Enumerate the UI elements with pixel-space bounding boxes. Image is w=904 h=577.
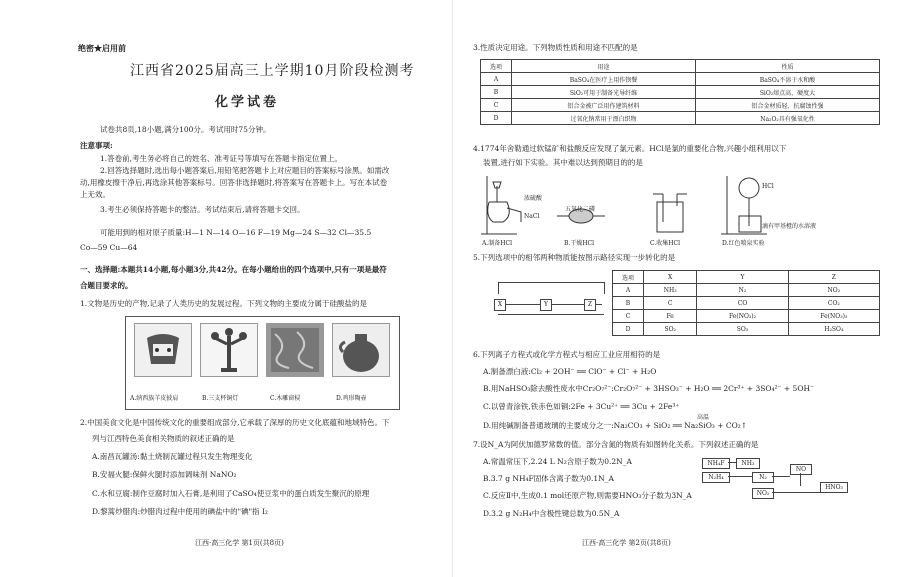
- q2-option-c: C.水和豆腐:制作豆腐时加入石膏,是利用了CaSO₄使豆浆中的蛋白质发生聚沉的原理: [92, 489, 370, 498]
- q7-node-nh3: NH₃: [736, 458, 760, 469]
- q1-option-b: B.三支杯铜灯: [202, 395, 239, 402]
- q7-option-c: C.反应Ⅱ中,生成0.1 mol还原产物,则需要HNO₃分子数为3N_A: [483, 491, 692, 500]
- page-divider: [452, 0, 453, 577]
- table-row: [481, 86, 880, 99]
- table-cell: A: [481, 73, 512, 86]
- table-row: [613, 297, 880, 310]
- q4-label-sulfuric-acid: 浓硫酸: [524, 195, 543, 202]
- exam-intro: 试卷共8页,18小题,满分100分。考试用时75分钟。: [100, 125, 271, 134]
- q3-table-header: [481, 60, 880, 73]
- table-row: [481, 99, 880, 112]
- q1-image-frame: [125, 316, 400, 410]
- table-cell: 选项: [613, 271, 644, 284]
- q5-table-header: [613, 271, 880, 284]
- atomic-masses-2: Co—59 Cu—64: [80, 243, 138, 252]
- q4-option-c: C.收集HCl: [650, 240, 681, 247]
- q4-option-b: B.干燥HCl: [564, 240, 595, 247]
- table-cell: SO₃: [697, 323, 788, 336]
- q7-node-n2h4: N₂H₄: [702, 472, 730, 483]
- q2-option-a: A.南昌瓦罐汤:黏土烧制瓦罐过程只发生物理变化: [92, 452, 253, 461]
- table-cell: D: [613, 323, 644, 336]
- q1-image-c: [266, 323, 324, 377]
- table-row: [613, 310, 880, 323]
- q3-table: [480, 59, 880, 125]
- question-4: 4.1774年舍勒通过软锰矿和盐酸反应发现了氯元素。HCl是氯的重要化合物,兴趣小组利用以下: [473, 144, 787, 153]
- table-cell: CO: [697, 297, 788, 310]
- q1-image-a: [134, 323, 192, 377]
- q7-node-nh4f: NH₄F: [702, 458, 730, 469]
- q7-node-n2: N₂: [752, 472, 774, 483]
- table-cell: BaSO₄不溶于水和酸: [696, 73, 880, 86]
- q5-path-right: [604, 282, 605, 294]
- q3-header-property: 性质: [696, 60, 880, 73]
- q5-node-y: Y: [540, 299, 552, 311]
- table-cell: CO₂: [788, 297, 879, 310]
- table-cell: Fe(NO₃)₂: [697, 310, 788, 323]
- table-cell: Z: [788, 271, 879, 284]
- table-cell: B: [613, 297, 644, 310]
- table-cell: X: [644, 271, 697, 284]
- q7-arrow: [772, 492, 820, 493]
- section-heading-2: 合题目要求的。: [80, 281, 133, 290]
- shawl-icon: [135, 324, 191, 376]
- q4-label-nacl: NaCl: [524, 213, 540, 220]
- q1-option-d: D.鸡形陶壶: [336, 395, 367, 402]
- q1-image-d: [332, 323, 390, 377]
- table-cell: B: [481, 86, 512, 99]
- q2-option-d: D.黎蒿炒腊肉:炒腊肉过程中使用的碘盐中的"碘"指 I₂: [92, 507, 268, 516]
- question-2: 2.中国美食文化是中国传统文化的重要组成部分,它承载了深厚的历史文化底蕴和地域特色。下: [80, 418, 390, 427]
- q7-node-hno3: HNO₃: [820, 482, 848, 493]
- pottery-pot-icon: [333, 324, 389, 376]
- table-cell: Fe(NO₃)₃: [788, 310, 879, 323]
- q5-table: [612, 270, 880, 336]
- notice-2-end: 上无效。: [80, 190, 110, 199]
- apparatus-d-icon: [721, 176, 767, 234]
- q3-header-option: 选项: [481, 60, 512, 73]
- table-cell: SiO₂可用于制备光导纤维: [512, 86, 696, 99]
- table-row: [481, 73, 880, 86]
- q5-node-x: X: [494, 299, 506, 311]
- q7-arrow: [728, 476, 752, 477]
- page-1-footer: 江西·高三化学 第1页(共8页): [195, 539, 284, 547]
- q5-path-bottom: [498, 314, 604, 315]
- q5-path-left: [498, 282, 499, 294]
- q7-option-d: D.3.2 g N₂H₄中含极性键总数为0.5N_A: [483, 509, 620, 518]
- exam-title: 江西省2025届高三上学期10月阶段检测考: [130, 63, 415, 79]
- table-cell: 铝合金材质轻、抗腐蚀性强: [696, 99, 880, 112]
- table-row: [613, 323, 880, 336]
- q7-option-a: A.常温常压下,2.24 L N₂含原子数为0.2N_A: [483, 457, 632, 466]
- q5-node-z: Z: [584, 299, 596, 311]
- notice-head: 注意事项:: [80, 141, 113, 150]
- table-cell: Fe: [644, 310, 697, 323]
- table-cell: SiO₂熔点高、硬度大: [696, 86, 880, 99]
- q2-option-b: B.安福火腿:保鲜火腿时添加调味剂 NaNO₂: [92, 470, 237, 479]
- q7-node-no2: NO₂: [752, 488, 774, 499]
- subject-title: 化学试卷: [215, 95, 280, 110]
- table-cell: 铝合金被广泛用作建筑材料: [512, 99, 696, 112]
- q3-header-use: 用途: [512, 60, 696, 73]
- notice-2: 2.回答选择题时,选出每小题答案后,用铅笔把答题卡上对应题目的答案标号涂黑。如需改: [100, 166, 390, 175]
- wood-carving-icon: [267, 324, 323, 376]
- table-row: [481, 112, 880, 125]
- q7-option-b: B.3.7 g NH₄F固体含离子数为0.1N_A: [483, 474, 614, 483]
- q4-option-a: A.制备HCl: [482, 240, 512, 247]
- table-cell: D: [481, 112, 512, 125]
- table-cell: BaSO₄在医疗上用作钡餐: [512, 73, 696, 86]
- q6-option-a: A.制备漂白液:Cl₂ + 2OH⁻ ══ ClO⁻ + Cl⁻ + H₂O: [483, 367, 657, 376]
- q7-node-no: NO: [790, 464, 812, 475]
- q7-arrow: [772, 476, 790, 477]
- table-cell: H₂SO₄: [788, 323, 879, 336]
- question-5: 5.下列选项中的相邻两种物质能按图示路径实现一步转化的是: [473, 253, 676, 262]
- question-3: 3.性质决定用途。下列物质性质和用途不匹配的是: [473, 43, 638, 52]
- q1-image-b: [200, 323, 258, 377]
- table-cell: Na₂O₂具有强氧化性: [696, 112, 880, 125]
- bronze-lamp-icon: [201, 324, 257, 376]
- table-cell: NH₃: [644, 284, 697, 297]
- table-cell: C: [644, 297, 697, 310]
- table-cell: 过氧化钠常用于漂白织物: [512, 112, 696, 125]
- q7-arrow: [728, 462, 736, 463]
- table-row: [613, 284, 880, 297]
- q4-label-indicator: 滴有甲基橙的水溶液: [762, 223, 817, 230]
- table-cell: C: [481, 99, 512, 112]
- q5-path-top: [498, 282, 604, 283]
- table-cell: N₂: [697, 284, 788, 297]
- page-2-footer: 江西·高三化学 第2页(共8页): [582, 539, 671, 547]
- question-6: 6.下列离子方程式或化学方程式与相应工业应用相符的是: [473, 350, 661, 359]
- q6-condition-label: 高温: [697, 414, 710, 421]
- q6-option-d: D.用纯碱制备普通玻璃的主要成分之一:Na₂CO₃ + SiO₂ ══ Na₂SiO₃ + CO₂↑: [483, 421, 748, 430]
- table-cell: A: [613, 284, 644, 297]
- q4-option-d: D.红色喷泉实验: [722, 240, 765, 247]
- q7-arrow: [800, 473, 801, 486]
- question-4-cont: 装置,进行如下实验。其中难以达到预期目的的是: [483, 158, 643, 167]
- q4-label-hcl: HCl: [762, 183, 774, 190]
- q6-option-c: C.以曾青涂铁,铁赤色如铜:2Fe + 3Cu²⁺ ══ 3Cu + 2Fe³⁺: [483, 402, 680, 411]
- question-2-cont: 列与江西特色美食相关物质的叙述正确的是: [92, 434, 235, 443]
- table-cell: Y: [697, 271, 788, 284]
- atomic-masses: 可能用到的相对原子质量:H—1 N—14 O—16 F—19 Mg—24 S—32 Cl—35.5: [100, 228, 372, 237]
- notice-1: 1.答卷前,考生务必将自己的姓名、准考证号等填写在答题卡指定位置上。: [100, 154, 343, 163]
- apparatus-c-icon: [653, 194, 687, 232]
- q6-option-b: B.用NaHSO₃除去酸性废水中Cr₂O₇²⁻:Cr₂O₇²⁻ + 3HSO₃⁻ + H₂O ══ 2Cr³⁺ + 3SO₄²⁻ + 5OH⁻: [483, 384, 814, 393]
- notice-3: 3.考生必须保持答题卡的整洁。考试结束后,请将答题卡交回。: [100, 205, 305, 214]
- apparatus-a-icon: [481, 176, 521, 234]
- table-cell: C: [613, 310, 644, 323]
- secret-label: 绝密★启用前: [78, 43, 126, 53]
- section-heading: 一、选择题:本题共14小题,每小题3分,共42分。在每小题给出的四个选项中,只有一项是最符: [80, 265, 387, 274]
- notice-2-cont: 动,用橡皮擦干净后,再选涂其他答案标号。回答非选择题时,将答案写在答题卡上。写在本试卷: [80, 178, 388, 187]
- question-7: 7.设N_A为阿伏加德罗常数的值。部分含氮的物质有如图转化关系。下列叙述正确的是: [473, 440, 759, 449]
- q1-option-a: A.纳西族羊皮披肩: [130, 395, 179, 402]
- question-1: 1.文物是历史的产物,记录了人类历史的发展过程。下列文物的主要成分属于硅酸盐的是: [80, 299, 368, 308]
- q1-option-c: C.木雕窗棂: [270, 395, 301, 402]
- table-cell: SO₂: [644, 323, 697, 336]
- q4-label-p2o5: 五氧化二磷: [565, 206, 596, 213]
- table-cell: NO₂: [788, 284, 879, 297]
